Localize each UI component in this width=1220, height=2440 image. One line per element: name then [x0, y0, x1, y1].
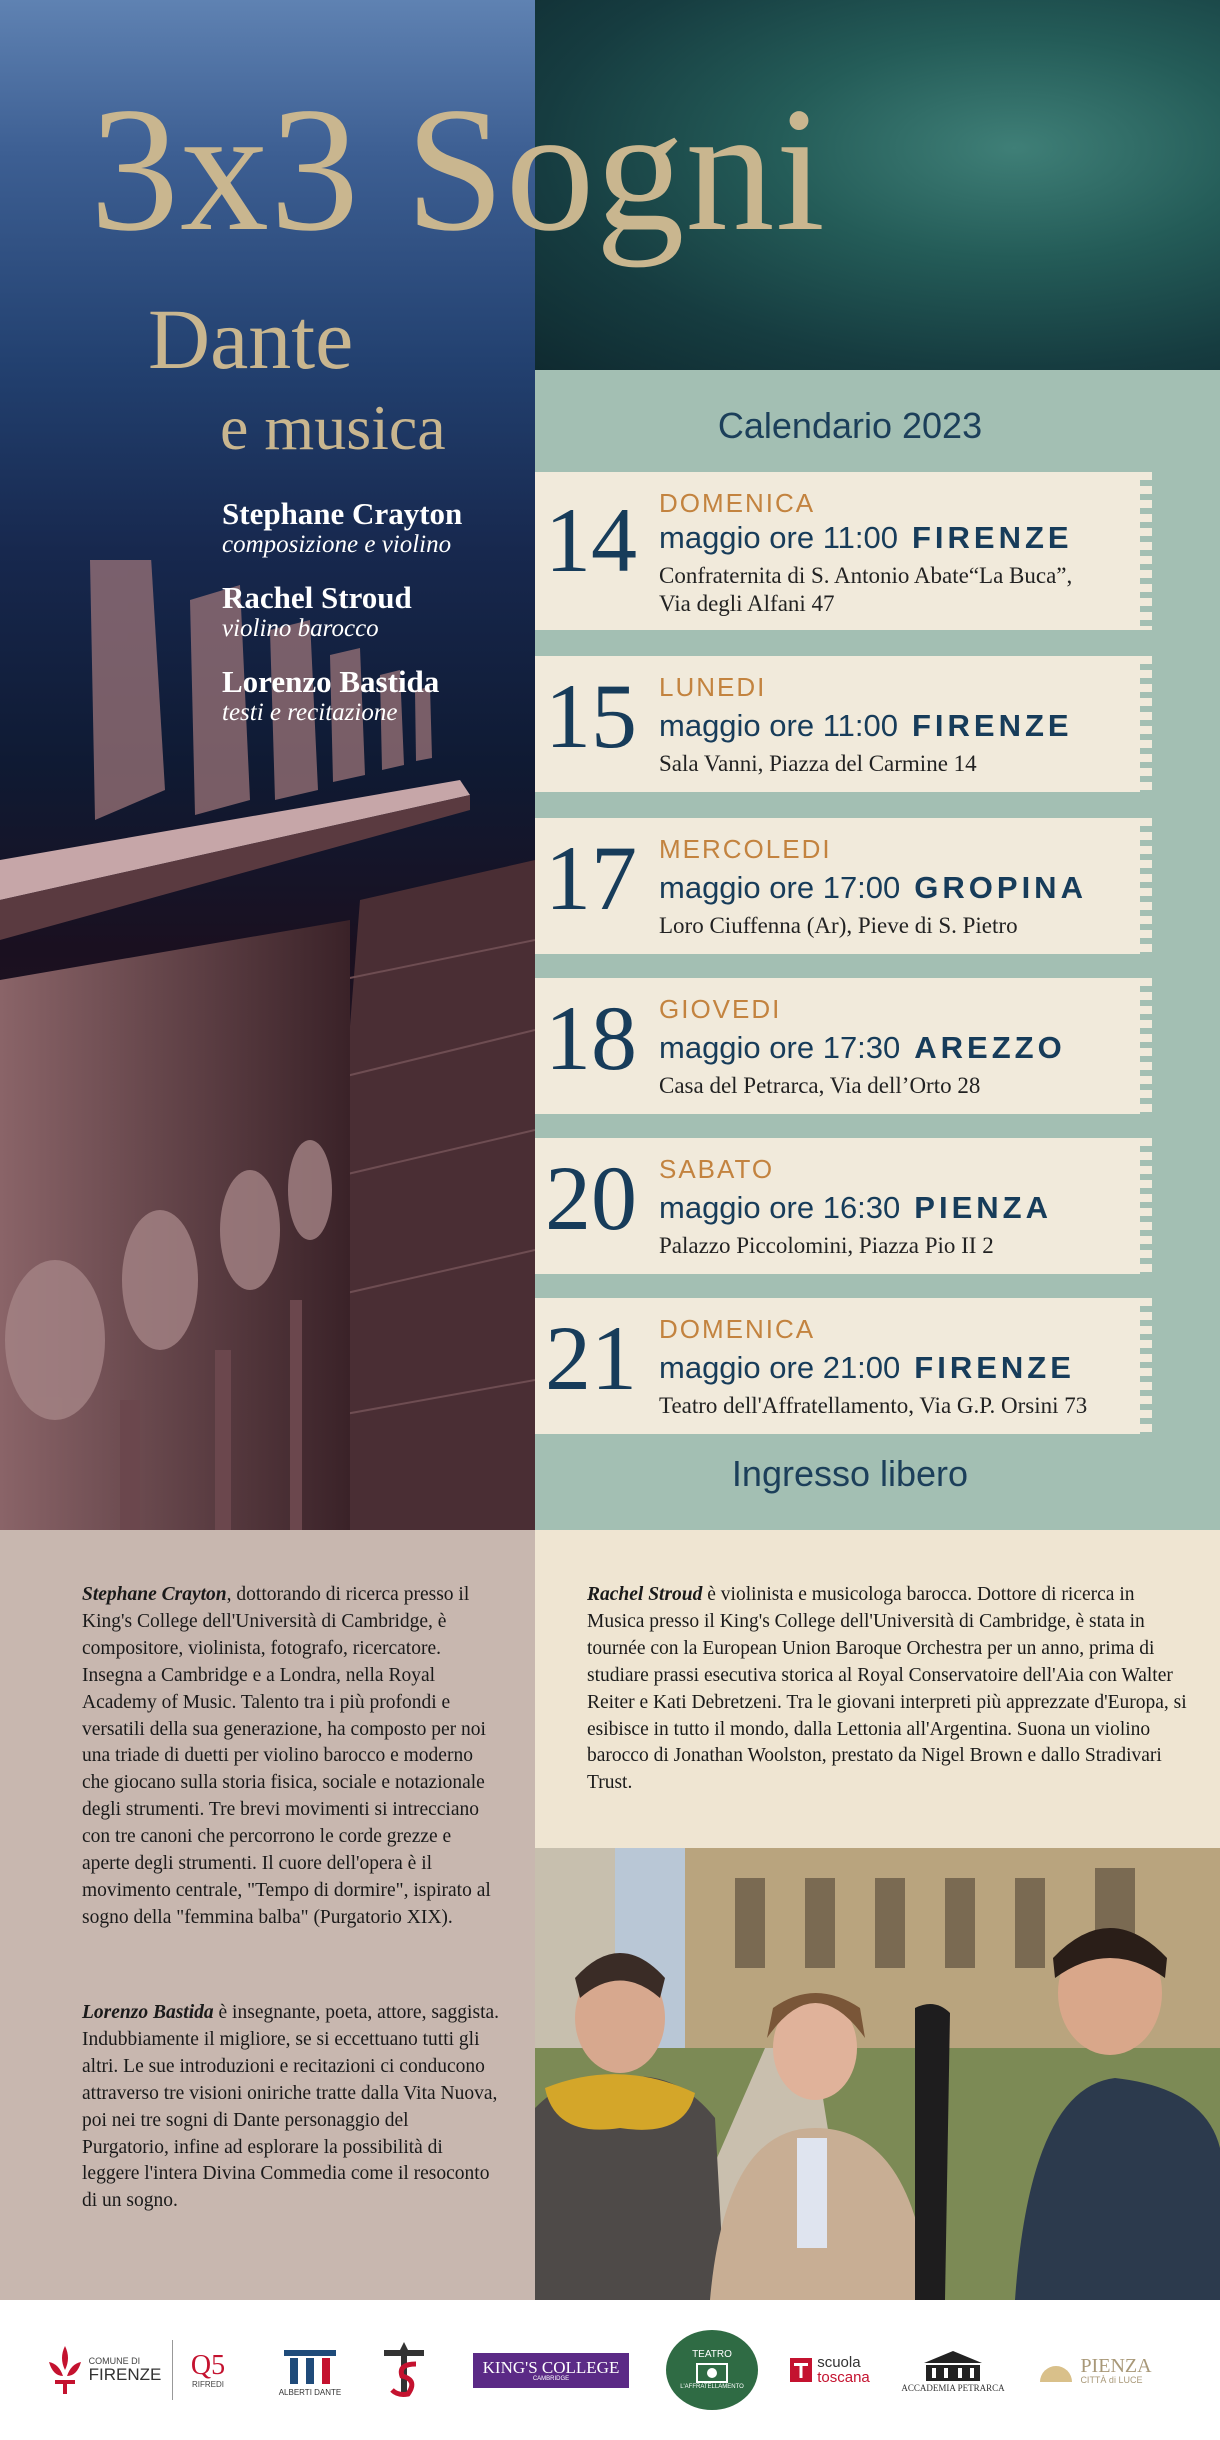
- event-city: PIENZA: [914, 1190, 1052, 1225]
- logo-text: KING'S COLLEGE: [482, 2357, 620, 2377]
- bio-name: Rachel Stroud: [587, 1584, 703, 1605]
- t-icon: [790, 2358, 812, 2382]
- event-weekday: MERCOLEDI: [659, 834, 832, 864]
- ts-logo: [372, 2340, 436, 2400]
- theatre-icon: [695, 2360, 729, 2384]
- event-venue: Sala Vanni, Piazza del Carmine 14: [659, 751, 977, 776]
- poster-subtitle-dante: Dante: [148, 291, 354, 387]
- event-time: maggio ore 21:00 FIRENZE: [659, 1350, 1075, 1385]
- event-weekday: GIOVEDI: [659, 994, 782, 1024]
- scuola-toscana-logo: [780, 2340, 880, 2400]
- event-card: [535, 1298, 1140, 1434]
- performer-role: composizione e violino: [222, 530, 452, 558]
- logo-text: L'AFFRATELLAMENTO: [680, 2384, 744, 2391]
- performers-photo: [535, 1848, 1220, 2300]
- bio-panel-left: [0, 1530, 535, 2300]
- bio-panel-right: [535, 1530, 1220, 1848]
- logo-text: toscana: [817, 2369, 870, 2386]
- event-time: maggio ore 11:00 FIRENZE: [659, 520, 1073, 555]
- performer-role: violino barocco: [222, 614, 379, 642]
- event-day: 17: [545, 827, 637, 929]
- event-day: 14: [545, 489, 637, 591]
- event-card: [535, 1138, 1140, 1274]
- performer-2: [222, 582, 412, 642]
- event-venue: Loro Ciuffenna (Ar), Pieve di S. Pietro: [659, 913, 1018, 938]
- comune-firenze-logo: [38, 2340, 168, 2400]
- building-icon: [918, 2347, 988, 2383]
- performer-role: testi e recitazione: [222, 698, 398, 726]
- bio-stephane: Stephane Crayton, dottorando di ricerca presso il King's College dell'Università di Cambridge, è compositore, violinista, fotografo, ricercatore. Insegna a Cambridge e a Londra, nella Royal Academy of Music. Talento tra i più profondi e versatili della sua generazione, ha composto per noi una triade di duetti per violino barocco e moderno che giocano sulla storia fisica, sociale e notazionale degli strumenti. Tre brevi movimenti si intrecciano con tre canoni che percorrono le corde grezze e aperte degli strumenti. Il cuore dell'opera è il movimento centrale, "Tempo di dormire", ispirato al sogno della "femmina balba" (Purgatorio XIX).: [82, 1584, 491, 1928]
- event-venue: Palazzo Piccolomini, Piazza Pio II 2: [659, 1233, 994, 1258]
- poster-subtitle-musica: e musica: [220, 392, 446, 463]
- performer-name: Lorenzo Bastida: [222, 664, 440, 699]
- sponsor-logos: [0, 2300, 1220, 2440]
- event-time: maggio ore 17:00 GROPINA: [659, 870, 1087, 905]
- performer-1: [222, 498, 462, 558]
- bio-rachel: Rachel Stroud è violinista e musicologa barocca. Dottore di ricerca in Musica presso il King's College dell'Università di Cambridge, è stata in tournée con la European Union Baroque Orchestra per un anno, prima di studiare prassi esecutiva storica al Royal Conservatoire dell'Aia con Walter Reiter e Kati Debretzeni. Tra le giovani interpreti più apprezzate d'Europa, si esibisce in tutto il mondo, dalla Lettonia all'Argentina. Suona un violino barocco di Jonathan Woolston, prestato da Nigel Brown e dallo Stradivari Trust.: [587, 1584, 1187, 1794]
- pienza-logo: [1024, 2340, 1164, 2400]
- logo-text: CITTÀ di LUCE: [1080, 2374, 1143, 2385]
- event-time: maggio ore 16:30 PIENZA: [659, 1190, 1052, 1225]
- ts-monogram-icon: [378, 2340, 430, 2400]
- kings-college-logo: [458, 2340, 644, 2400]
- event-time: maggio ore 11:00 FIRENZE: [659, 708, 1073, 743]
- fleur-de-lis-icon: [45, 2344, 85, 2396]
- alberti-dante-logo: [270, 2340, 350, 2400]
- event-city: GROPINA: [914, 870, 1087, 905]
- logo-text: CAMBRIDGE: [532, 2375, 570, 2382]
- event-weekday: DOMENICA: [659, 488, 816, 518]
- bio-name: Stephane Crayton: [82, 1584, 227, 1605]
- event-card: [535, 818, 1140, 954]
- logo-text: PIENZA: [1080, 2354, 1152, 2377]
- teatro-affratellamento-logo: [664, 2328, 760, 2412]
- event-venue: Confraternita di S. Antonio Abate“La Buca”, Via degli Alfani 47: [659, 563, 1073, 616]
- bio-lorenzo: Lorenzo Bastida è insegnante, poeta, attore, saggista. Indubbiamente il migliore, se si eccettuano tutti gli altri. Le sue introduzioni e recitazioni ci conducono attraverso tre visioni oniriche tratte dalla Vita Nuova, poi nei tre sogni di Dante personaggio del Purgatorio, infine ad esplorare la possibilità di leggere l'intera Divina Commedia come il resoconto di un sogno.: [82, 2002, 500, 2212]
- performer-name: Stephane Crayton: [222, 496, 463, 531]
- logo-text: FIRENZE: [88, 2365, 162, 2384]
- event-day: 21: [545, 1307, 637, 1409]
- performer-name: Rachel Stroud: [222, 580, 412, 615]
- event-day: 15: [545, 665, 637, 767]
- poster-title: 3x3 Sogni: [90, 70, 826, 268]
- bio-name: Lorenzo Bastida: [82, 2002, 214, 2023]
- event-weekday: SABATO: [659, 1154, 775, 1184]
- free-entry-label: Ingresso libero: [731, 1453, 969, 1494]
- performer-3: [222, 666, 439, 726]
- event-weekday: DOMENICA: [659, 1314, 816, 1344]
- event-city: FIRENZE: [911, 708, 1073, 743]
- sun-icon: [1036, 2352, 1076, 2388]
- event-card: [535, 656, 1140, 792]
- event-card: [535, 472, 1140, 630]
- column-icon: [280, 2344, 340, 2388]
- event-time: maggio ore 17:30 AREZZO: [659, 1030, 1066, 1065]
- accademia-petrarca-logo: [898, 2340, 1008, 2400]
- event-venue: Teatro dell'Affratellamento, Via G.P. Orsini 73: [659, 1393, 1088, 1418]
- logo-text: ACCADEMIA PETRARCA: [901, 2383, 1005, 2393]
- logo-text: scuola: [817, 2354, 861, 2371]
- q5-logo: [172, 2340, 243, 2400]
- event-city: FIRENZE: [911, 520, 1073, 555]
- calendar-title: Calendario 2023: [717, 405, 983, 446]
- event-city: AREZZO: [914, 1030, 1066, 1065]
- logo-text: ALBERTI DANTE: [278, 2387, 342, 2397]
- event-day: 20: [545, 1147, 637, 1249]
- logo-text: TEATRO: [692, 2349, 732, 2361]
- event-city: FIRENZE: [914, 1350, 1075, 1385]
- logo-text: COMUNE DI: [88, 2356, 141, 2366]
- event-card: [535, 978, 1140, 1114]
- event-weekday: LUNEDI: [659, 672, 767, 702]
- event-venue: Casa del Petrarca, Via dell’Orto 28: [659, 1073, 981, 1098]
- logo-text: RIFREDI: [192, 2379, 224, 2389]
- event-day: 18: [545, 987, 637, 1089]
- logo-text: Q5: [190, 2349, 226, 2381]
